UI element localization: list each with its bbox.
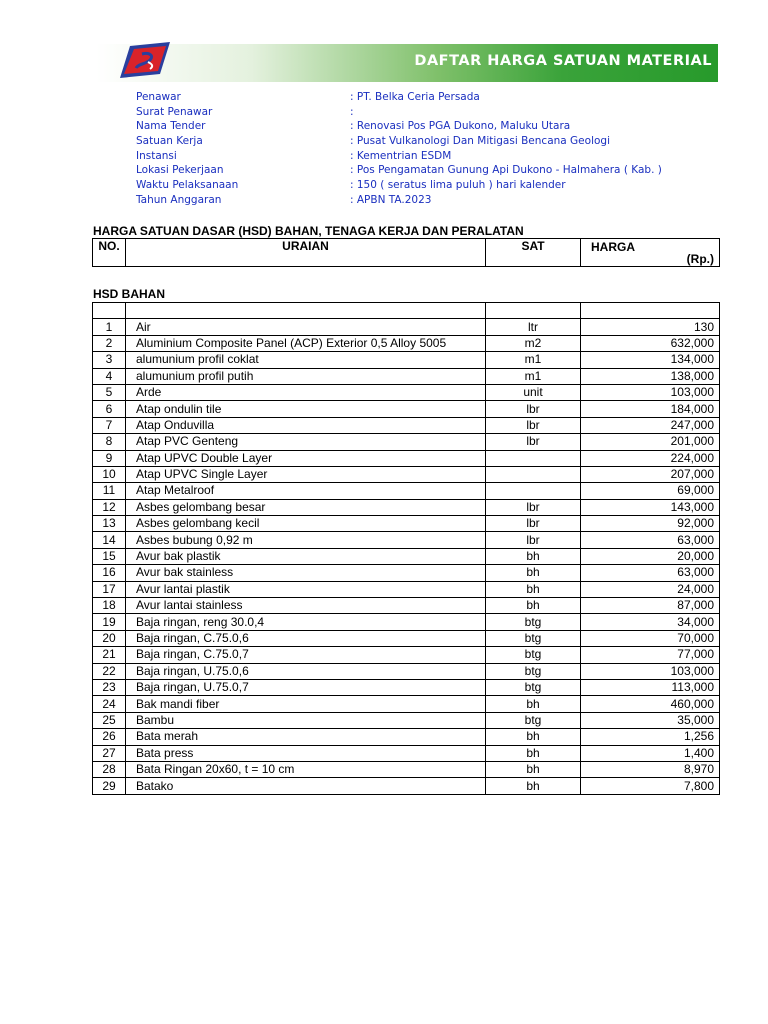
item-price: 35,000 (581, 712, 720, 728)
item-number: 2 (93, 335, 126, 351)
item-price: 7,800 (581, 778, 720, 794)
header-banner (96, 44, 718, 82)
item-price: 1,256 (581, 729, 720, 745)
info-value: : (350, 105, 354, 118)
info-value: : 150 ( seratus lima puluh ) hari kalender (350, 179, 566, 192)
item-price: 70,000 (581, 630, 720, 646)
item-name: Atap Onduvilla (126, 417, 486, 433)
item-number: 12 (93, 499, 126, 515)
item-name: Baja ringan, C.75.0,6 (126, 630, 486, 646)
item-name: Arde (126, 384, 486, 400)
col-sat-label: SAT (521, 239, 545, 253)
table-row (93, 532, 720, 548)
item-unit: bh (486, 729, 581, 745)
table-row (93, 368, 720, 384)
info-label: Satuan Kerja (136, 135, 203, 148)
item-price: 143,000 (581, 499, 720, 515)
item-unit: m2 (486, 335, 581, 351)
table-row (93, 417, 720, 433)
item-price: 138,000 (581, 368, 720, 384)
item-unit: lbr (486, 499, 581, 515)
item-name: Atap UPVC Double Layer (126, 450, 486, 466)
item-price: 134,000 (581, 352, 720, 368)
item-unit: bh (486, 745, 581, 761)
item-unit: bh (486, 696, 581, 712)
material-price-table (92, 302, 720, 795)
info-label: Surat Penawar (136, 105, 213, 118)
item-unit: lbr (486, 417, 581, 433)
document-title: DAFTAR HARGA SATUAN MATERIAL (414, 53, 712, 69)
info-label: Nama Tender (136, 120, 206, 133)
item-number: 3 (93, 352, 126, 368)
item-unit: btg (486, 663, 581, 679)
item-number: 26 (93, 729, 126, 745)
item-name: Air (126, 319, 486, 335)
table-row (93, 483, 720, 499)
item-price: 632,000 (581, 335, 720, 351)
item-price: 34,000 (581, 614, 720, 630)
table-row (93, 663, 720, 679)
col-no-label: NO. (98, 239, 120, 253)
table-row (93, 434, 720, 450)
subsection-title: HSD BAHAN (93, 287, 165, 301)
table-row (93, 712, 720, 728)
blank-cell (93, 303, 126, 319)
item-number: 9 (93, 450, 126, 466)
item-number: 14 (93, 532, 126, 548)
item-unit: btg (486, 712, 581, 728)
item-price: 201,000 (581, 434, 720, 450)
table-row (93, 548, 720, 564)
item-unit: btg (486, 614, 581, 630)
col-sat-header (486, 239, 581, 267)
item-name: Bak mandi fiber (126, 696, 486, 712)
info-value: : Renovasi Pos PGA Dukono, Maluku Utara (350, 120, 571, 133)
item-price: 224,000 (581, 450, 720, 466)
item-number: 19 (93, 614, 126, 630)
item-name: Atap UPVC Single Layer (126, 466, 486, 482)
info-label: Waktu Pelaksanaan (136, 179, 239, 192)
item-number: 21 (93, 647, 126, 663)
table-row (93, 401, 720, 417)
blank-cell (581, 303, 720, 319)
item-name: Bata merah (126, 729, 486, 745)
item-name: Baja ringan, U.75.0,6 (126, 663, 486, 679)
table-row (93, 516, 720, 532)
item-name: Asbes bubung 0,92 m (126, 532, 486, 548)
item-name: Atap ondulin tile (126, 401, 486, 417)
info-value: : Pusat Vulkanologi Dan Mitigasi Bencana Geologi (350, 135, 610, 148)
col-harga-header (581, 239, 720, 267)
item-name: alumunium profil putih (126, 368, 486, 384)
item-unit: unit (486, 384, 581, 400)
table-row (93, 335, 720, 351)
item-number: 20 (93, 630, 126, 646)
company-logo (120, 42, 172, 78)
item-unit: lbr (486, 516, 581, 532)
item-number: 15 (93, 548, 126, 564)
item-number: 28 (93, 761, 126, 777)
info-value: : Kementrian ESDM (350, 149, 452, 162)
table-row (93, 679, 720, 695)
item-price: 247,000 (581, 417, 720, 433)
table-row (93, 761, 720, 777)
section-title: HARGA SATUAN DASAR (HSD) BAHAN, TENAGA KERJA DAN PERALATAN (93, 224, 524, 238)
item-name: Bambu (126, 712, 486, 728)
blank-cell (126, 303, 486, 319)
item-price: 24,000 (581, 581, 720, 597)
info-label: Lokasi Pekerjaan (136, 164, 224, 177)
table-row (93, 647, 720, 663)
blank-cell (486, 303, 581, 319)
item-name: Avur bak plastik (126, 548, 486, 564)
item-name: alumunium profil coklat (126, 352, 486, 368)
item-price: 460,000 (581, 696, 720, 712)
item-name: Aluminium Composite Panel (ACP) Exterior 0,5 Alloy 5005 (126, 335, 486, 351)
info-label: Tahun Anggaran (136, 193, 222, 206)
table-row (93, 450, 720, 466)
col-harga-label: HARGA (591, 240, 635, 254)
table-row (93, 614, 720, 630)
info-label: Instansi (136, 149, 177, 162)
item-unit: ltr (486, 319, 581, 335)
item-number: 25 (93, 712, 126, 728)
table-row (93, 384, 720, 400)
table-row (93, 778, 720, 794)
table-row (93, 598, 720, 614)
item-unit: btg (486, 630, 581, 646)
table-row (93, 745, 720, 761)
item-name: Baja ringan, C.75.0,7 (126, 647, 486, 663)
item-number: 4 (93, 368, 126, 384)
item-number: 17 (93, 581, 126, 597)
col-no-header (93, 239, 126, 267)
item-number: 18 (93, 598, 126, 614)
item-unit: m1 (486, 352, 581, 368)
item-price: 77,000 (581, 647, 720, 663)
item-unit: bh (486, 565, 581, 581)
item-unit (486, 466, 581, 482)
item-number: 16 (93, 565, 126, 581)
blank-row (93, 303, 720, 319)
item-name: Asbes gelombang kecil (126, 516, 486, 532)
item-name: Baja ringan, U.75.0,7 (126, 679, 486, 695)
item-number: 29 (93, 778, 126, 794)
col-harga-unit-label: (Rp.) (686, 252, 714, 266)
item-unit: bh (486, 548, 581, 564)
item-price: 69,000 (581, 483, 720, 499)
item-price: 103,000 (581, 663, 720, 679)
item-name: Bata press (126, 745, 486, 761)
table-row (93, 729, 720, 745)
item-name: Asbes gelombang besar (126, 499, 486, 515)
item-name: Atap PVC Genteng (126, 434, 486, 450)
item-number: 27 (93, 745, 126, 761)
item-unit: btg (486, 679, 581, 695)
item-price: 1,400 (581, 745, 720, 761)
item-price: 207,000 (581, 466, 720, 482)
item-price: 113,000 (581, 679, 720, 695)
table-row (93, 581, 720, 597)
item-price: 87,000 (581, 598, 720, 614)
info-value: : Pos Pengamatan Gunung Api Dukono - Halmahera ( Kab. ) (350, 164, 662, 177)
item-price: 130 (581, 319, 720, 335)
item-number: 22 (93, 663, 126, 679)
item-unit: bh (486, 581, 581, 597)
item-unit: bh (486, 598, 581, 614)
item-number: 6 (93, 401, 126, 417)
col-uraian-label: URAIAN (282, 239, 329, 253)
table-row (93, 630, 720, 646)
item-number: 23 (93, 679, 126, 695)
item-unit: bh (486, 761, 581, 777)
info-value: : APBN TA.2023 (350, 193, 432, 206)
item-unit: bh (486, 778, 581, 794)
table-row (93, 466, 720, 482)
item-price: 184,000 (581, 401, 720, 417)
item-price: 8,970 (581, 761, 720, 777)
item-name: Baja ringan, reng 30.0,4 (126, 614, 486, 630)
item-number: 5 (93, 384, 126, 400)
table-row (93, 696, 720, 712)
item-number: 13 (93, 516, 126, 532)
item-name: Avur lantai stainless (126, 598, 486, 614)
item-number: 8 (93, 434, 126, 450)
item-unit (486, 450, 581, 466)
item-unit: lbr (486, 434, 581, 450)
item-number: 10 (93, 466, 126, 482)
col-uraian-header (126, 239, 486, 267)
table-row (93, 565, 720, 581)
item-price: 103,000 (581, 384, 720, 400)
info-value: : PT. Belka Ceria Persada (350, 91, 480, 103)
item-name: Bata Ringan 20x60, t = 10 cm (126, 761, 486, 777)
item-number: 1 (93, 319, 126, 335)
info-label: Penawar (136, 91, 181, 103)
table-row (93, 499, 720, 515)
table-row (93, 352, 720, 368)
item-name: Batako (126, 778, 486, 794)
item-price: 63,000 (581, 532, 720, 548)
item-unit (486, 483, 581, 499)
item-number: 7 (93, 417, 126, 433)
item-unit: lbr (486, 401, 581, 417)
item-price: 63,000 (581, 565, 720, 581)
item-number: 24 (93, 696, 126, 712)
item-number: 11 (93, 483, 126, 499)
table-row (93, 319, 720, 335)
item-price: 92,000 (581, 516, 720, 532)
item-name: Avur bak stainless (126, 565, 486, 581)
column-header-table (92, 238, 720, 267)
item-unit: btg (486, 647, 581, 663)
item-unit: lbr (486, 532, 581, 548)
item-name: Atap Metalroof (126, 483, 486, 499)
item-name: Avur lantai plastik (126, 581, 486, 597)
item-unit: m1 (486, 368, 581, 384)
item-price: 20,000 (581, 548, 720, 564)
